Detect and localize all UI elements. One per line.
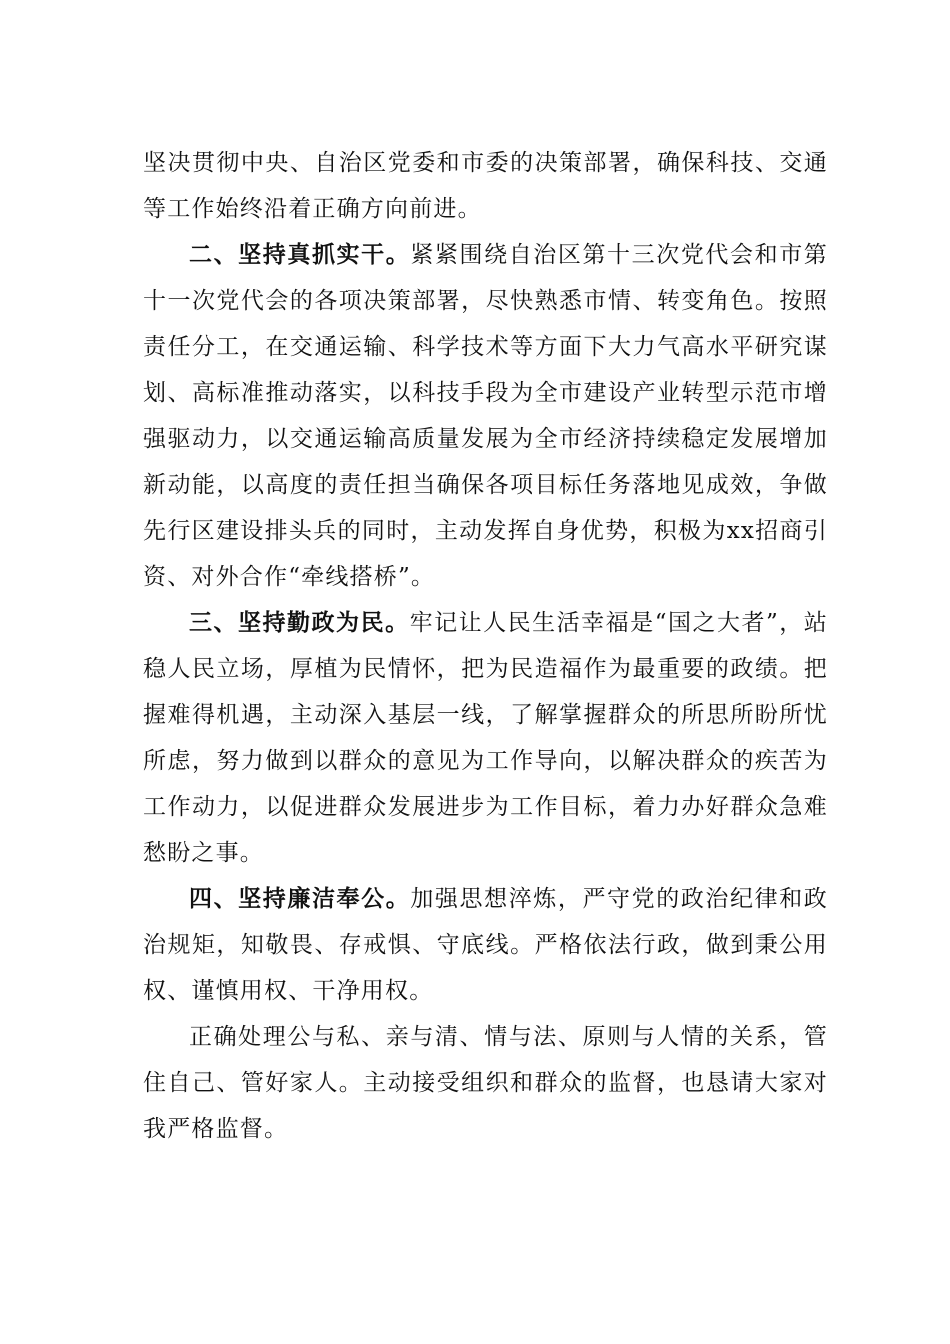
paragraph-closing	[143, 1014, 828, 1152]
closing-text: 正确处理公与私、亲与清、情与法、原则与人情的关系，管住自己、管好家人。主动接受组织和群众的监督，也恳请大家对我严格监督。	[143, 1024, 828, 1142]
point-two-text: 紧紧围绕自治区第十三次党代会和市第十一次党代会的各项决策部署，尽快熟悉市情、转变角色。按照责任分工，在交通运输、科学技术等方面下大力气高水平研究谋划、高标准推动落实，以科技手段为全市建设产业转型示范市增强驱动力，以交通运输高质量发展为全市经济持续稳定发展增加新动能，以高度的责任担当确保各项目标任务落地见成效，争做先行区建设排头兵的同时，主动发挥自身优势，积极为xx招商引资、对外合作“牵线搭桥”。	[143, 242, 828, 590]
paragraph-point-two	[143, 232, 828, 600]
point-three-text: 牢记让人民生活幸福是“国之大者”，站稳人民立场，厚植为民情怀，把为民造福作为最重要的政绩。把握难得机遇，主动深入基层一线，了解掌握群众的所思所盼所忧所虑，努力做到以群众的意见为工作导向，以解决群众的疾苦为工作动力，以促进群众发展进步为工作目标，着力办好群众急难愁盼之事。	[143, 610, 828, 866]
paragraph-text: 坚决贯彻中央、自治区党委和市委的决策部署，确保科技、交通等工作始终沿着正确方向前进。	[143, 150, 828, 222]
point-four-text: 加强思想淬炼，严守党的政治纪律和政治规矩，知敬畏、存戒惧、守底线。严格依法行政，做到秉公用权、谨慎用权、干净用权。	[143, 886, 828, 1004]
paragraph-point-three	[143, 600, 828, 876]
point-four-heading: 四、坚持廉洁奉公。	[189, 885, 411, 912]
paragraph-point-four	[143, 876, 828, 1014]
point-two-heading: 二、坚持真抓实干。	[189, 241, 411, 268]
point-three-heading: 三、坚持勤政为民。	[189, 609, 410, 636]
document-body	[143, 140, 828, 1152]
paragraph-continuation	[143, 140, 828, 232]
